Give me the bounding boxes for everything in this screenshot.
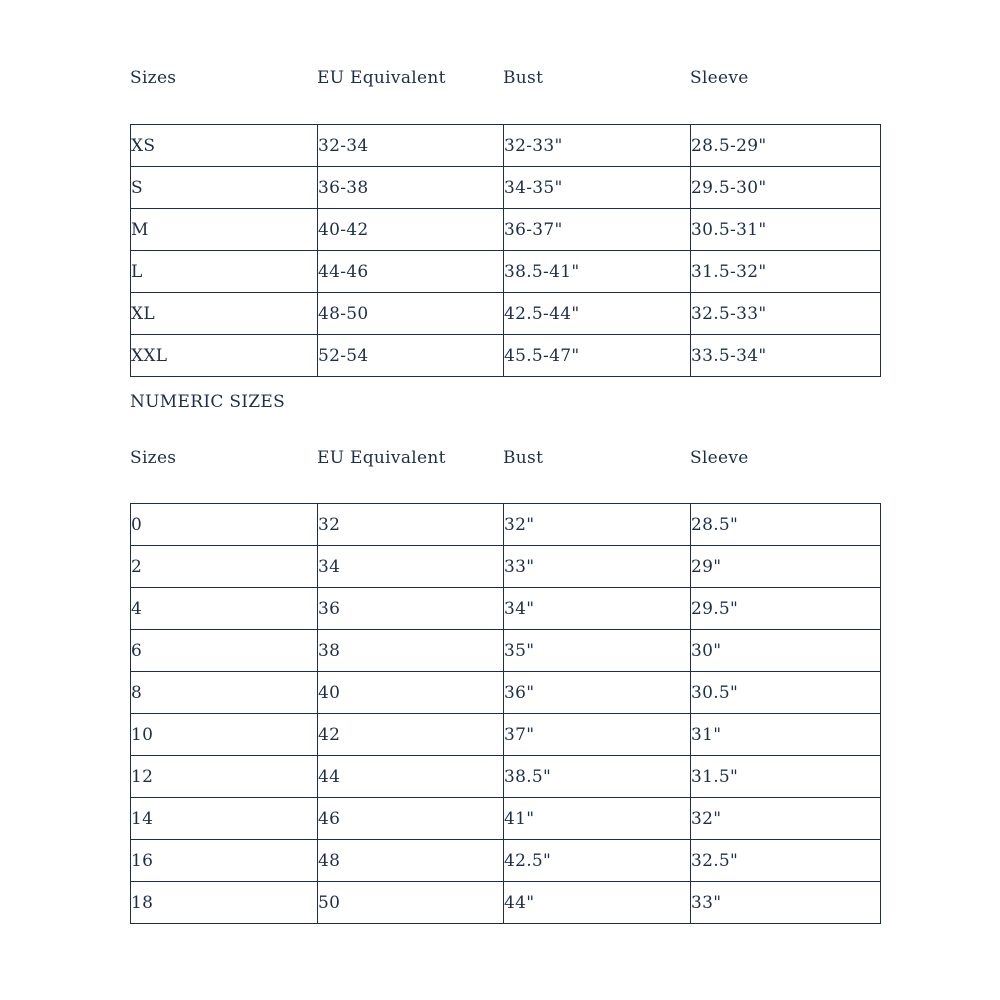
cell-sleeve: 32.5"	[691, 840, 881, 882]
cell-eu-equivalent: 42	[318, 714, 504, 756]
cell-eu-equivalent: 32-34	[318, 125, 504, 167]
table-row	[131, 167, 881, 209]
numeric-table-header	[130, 448, 880, 478]
cell-bust: 36"	[504, 672, 691, 714]
cell-size: 2	[131, 546, 318, 588]
table-row	[131, 756, 881, 798]
table-row	[131, 798, 881, 840]
column-header-sleeve: Sleeve	[690, 448, 749, 468]
cell-size: 4	[131, 588, 318, 630]
cell-bust: 44"	[504, 882, 691, 924]
cell-size: XL	[131, 293, 318, 335]
column-header-bust: Bust	[503, 448, 544, 468]
numeric-sizes-heading: NUMERIC SIZES	[130, 392, 286, 412]
cell-bust: 37"	[504, 714, 691, 756]
cell-bust: 38.5-41"	[504, 251, 691, 293]
cell-size: 16	[131, 840, 318, 882]
cell-sleeve: 32"	[691, 798, 881, 840]
cell-eu-equivalent: 36	[318, 588, 504, 630]
cell-bust: 45.5-47"	[504, 335, 691, 377]
alpha-size-table	[130, 124, 881, 377]
cell-size: 0	[131, 504, 318, 546]
cell-bust: 42.5"	[504, 840, 691, 882]
table-row	[131, 209, 881, 251]
cell-bust: 38.5"	[504, 756, 691, 798]
cell-eu-equivalent: 48-50	[318, 293, 504, 335]
column-header-sizes: Sizes	[130, 68, 177, 88]
table-row	[131, 630, 881, 672]
cell-bust: 35"	[504, 630, 691, 672]
cell-sleeve: 28.5-29"	[691, 125, 881, 167]
cell-sleeve: 28.5"	[691, 504, 881, 546]
cell-bust: 33"	[504, 546, 691, 588]
cell-bust: 41"	[504, 798, 691, 840]
cell-size: 6	[131, 630, 318, 672]
table-row	[131, 335, 881, 377]
table-row	[131, 882, 881, 924]
column-header-eu-equivalent: EU Equivalent	[317, 448, 446, 468]
cell-size: M	[131, 209, 318, 251]
cell-sleeve: 30"	[691, 630, 881, 672]
cell-size: XS	[131, 125, 318, 167]
cell-bust: 34"	[504, 588, 691, 630]
cell-bust: 34-35"	[504, 167, 691, 209]
column-header-sleeve: Sleeve	[690, 68, 749, 88]
cell-size: 18	[131, 882, 318, 924]
table-row	[131, 546, 881, 588]
table-row	[131, 714, 881, 756]
cell-sleeve: 31.5"	[691, 756, 881, 798]
cell-sleeve: 31"	[691, 714, 881, 756]
cell-size: S	[131, 167, 318, 209]
cell-eu-equivalent: 52-54	[318, 335, 504, 377]
cell-size: 12	[131, 756, 318, 798]
cell-eu-equivalent: 38	[318, 630, 504, 672]
table-row	[131, 251, 881, 293]
cell-eu-equivalent: 32	[318, 504, 504, 546]
cell-bust: 32"	[504, 504, 691, 546]
cell-eu-equivalent: 36-38	[318, 167, 504, 209]
cell-sleeve: 29"	[691, 546, 881, 588]
column-header-eu-equivalent: EU Equivalent	[317, 68, 446, 88]
column-header-bust: Bust	[503, 68, 544, 88]
cell-eu-equivalent: 40-42	[318, 209, 504, 251]
table-row	[131, 840, 881, 882]
column-header-sizes: Sizes	[130, 448, 177, 468]
cell-sleeve: 31.5-32"	[691, 251, 881, 293]
numeric-size-table	[130, 503, 881, 924]
cell-sleeve: 33.5-34"	[691, 335, 881, 377]
cell-size: 8	[131, 672, 318, 714]
table-row	[131, 672, 881, 714]
cell-sleeve: 29.5-30"	[691, 167, 881, 209]
table-row	[131, 125, 881, 167]
cell-bust: 42.5-44"	[504, 293, 691, 335]
cell-sleeve: 32.5-33"	[691, 293, 881, 335]
cell-size: 10	[131, 714, 318, 756]
alpha-table-header	[130, 68, 880, 98]
cell-eu-equivalent: 44	[318, 756, 504, 798]
cell-sleeve: 30.5"	[691, 672, 881, 714]
cell-eu-equivalent: 34	[318, 546, 504, 588]
cell-bust: 36-37"	[504, 209, 691, 251]
cell-size: XXL	[131, 335, 318, 377]
cell-size: L	[131, 251, 318, 293]
table-row	[131, 293, 881, 335]
cell-eu-equivalent: 40	[318, 672, 504, 714]
cell-eu-equivalent: 48	[318, 840, 504, 882]
table-row	[131, 588, 881, 630]
cell-eu-equivalent: 50	[318, 882, 504, 924]
table-row	[131, 504, 881, 546]
cell-bust: 32-33"	[504, 125, 691, 167]
cell-sleeve: 33"	[691, 882, 881, 924]
cell-sleeve: 30.5-31"	[691, 209, 881, 251]
cell-eu-equivalent: 46	[318, 798, 504, 840]
cell-sleeve: 29.5"	[691, 588, 881, 630]
cell-eu-equivalent: 44-46	[318, 251, 504, 293]
cell-size: 14	[131, 798, 318, 840]
